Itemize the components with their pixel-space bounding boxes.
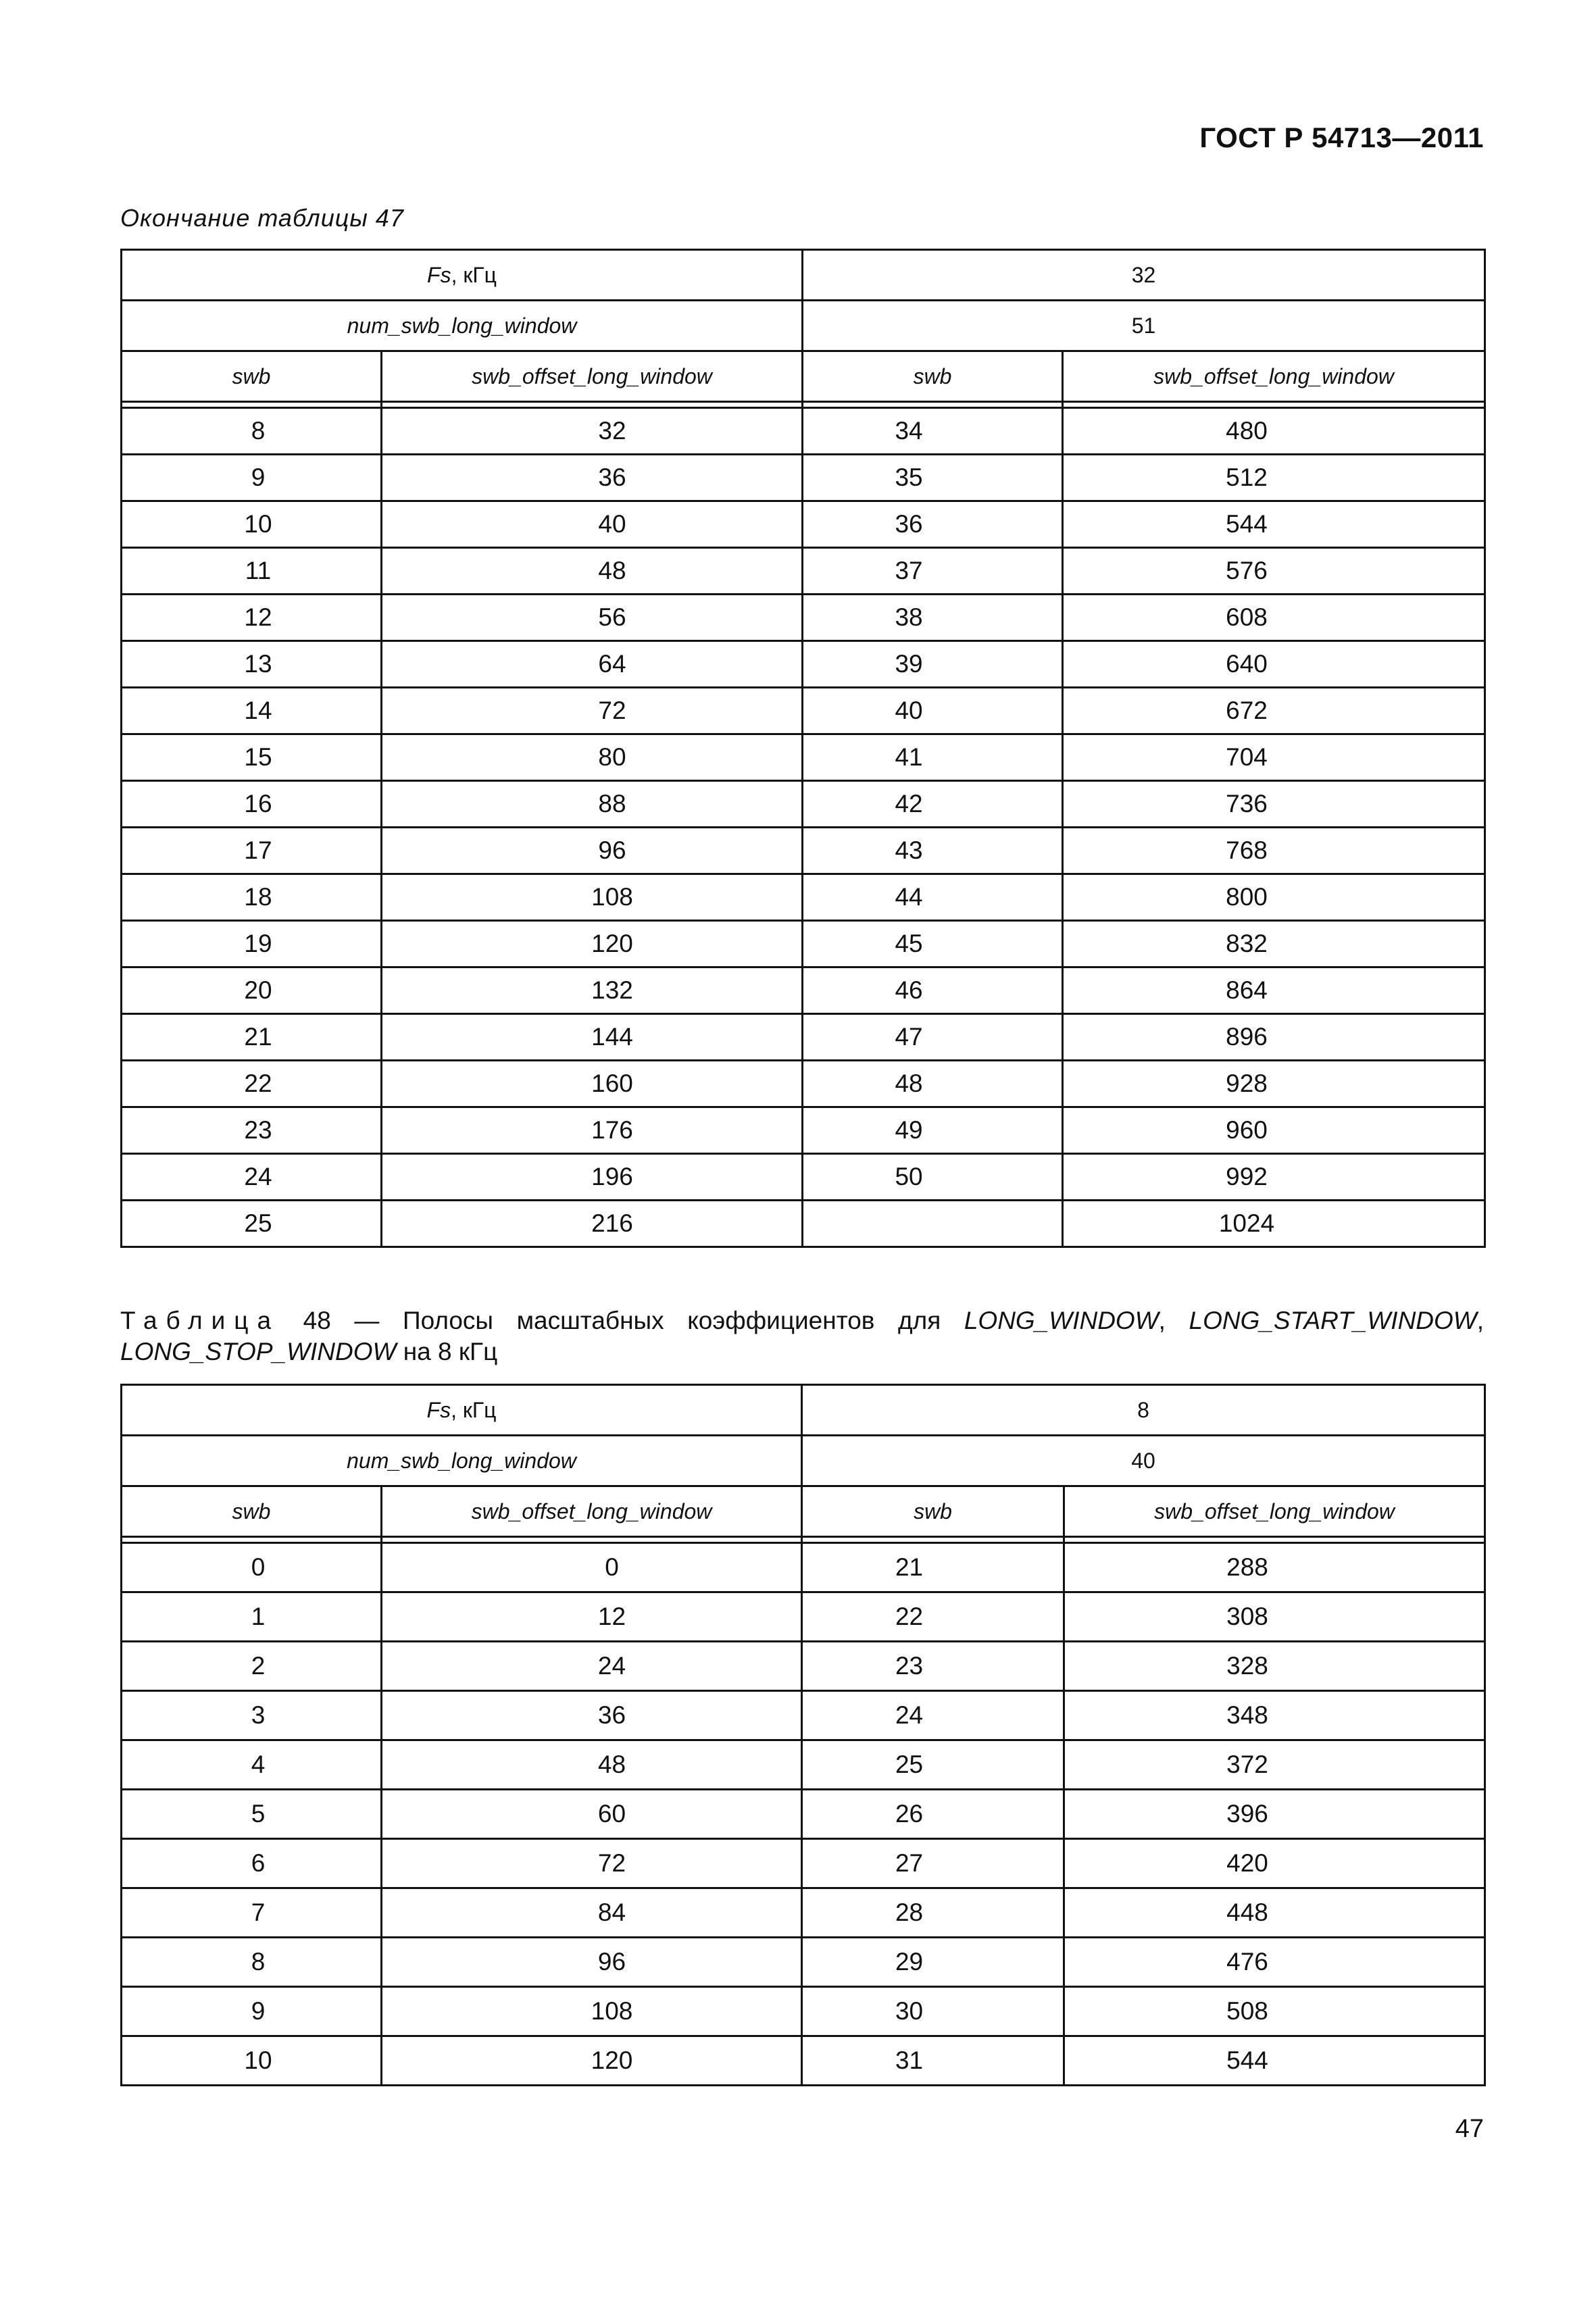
swb-left-cell: 11 [122,548,382,595]
swb-left-cell: 20 [122,967,382,1014]
swb-left-cell: 21 [122,1014,382,1061]
offset-right-cell: 448 [1064,1888,1485,1938]
fs-label: Fs [426,1397,451,1422]
swb-left-cell: 18 [122,874,382,921]
offset-left-cell: 36 [382,455,803,501]
swb-left-cell: 23 [122,1107,382,1154]
swb-right-cell: 30 [802,1987,1064,2036]
fs-label: Fs [427,262,451,287]
table-48-caption-long-stop: LONG_STOP_WINDOW [120,1338,397,1365]
table-48-caption-long-window: LONG_WINDOW [964,1307,1159,1334]
table-row [122,1938,1485,1987]
table-row [122,1543,1485,1592]
offset-right-cell: 288 [1064,1543,1485,1592]
column-header-offset-left: swb_offset_long_window [382,1486,802,1537]
table-row [122,1201,1485,1247]
swb-left-cell: 1 [122,1592,382,1642]
swb-right-cell: 35 [803,455,1063,501]
column-header-offset-left: swb_offset_long_window [382,351,803,402]
column-header-swb-left: swb [122,351,382,402]
offset-left-cell: 176 [382,1107,803,1154]
offset-left-cell: 96 [382,1938,802,1987]
table-row [122,781,1485,828]
table-row [122,1839,1485,1888]
offset-right-cell: 576 [1063,548,1485,595]
table-48-body [122,1543,1485,2086]
table-row [122,548,1485,595]
column-header-offset-right: swb_offset_long_window [1064,1486,1485,1537]
swb-right-cell: 48 [803,1061,1063,1107]
offset-left-cell: 0 [382,1543,802,1592]
offset-right-cell: 1024 [1063,1201,1485,1247]
swb-right-cell: 37 [803,548,1063,595]
column-header-swb-right: swb [803,351,1063,402]
swb-left-cell: 25 [122,1201,382,1247]
table-row [122,455,1485,501]
swb-right-cell: 36 [803,501,1063,548]
offset-right-cell: 992 [1063,1154,1485,1201]
fs-unit: , кГц [451,262,497,287]
column-header-swb-right: swb [802,1486,1064,1537]
offset-left-cell: 24 [382,1642,802,1691]
offset-left-cell: 40 [382,501,803,548]
offset-right-cell: 308 [1064,1592,1485,1642]
swb-right-cell: 29 [802,1938,1064,1987]
offset-left-cell: 132 [382,967,803,1014]
column-header-swb-left: swb [122,1486,382,1537]
table-row [122,1987,1485,2036]
offset-left-cell: 48 [382,548,803,595]
num-swb-label-cell: num_swb_long_window [122,1436,802,1486]
offset-right-cell: 896 [1063,1014,1485,1061]
offset-left-cell: 120 [382,2036,802,2086]
table-row [122,641,1485,688]
table-row [122,874,1485,921]
offset-right-cell: 928 [1063,1061,1485,1107]
document-standard-id: ГОСТ Р 54713—2011 [1199,122,1484,153]
swb-right-cell: 38 [803,595,1063,641]
table-47 [120,249,1486,1248]
offset-right-cell: 372 [1064,1740,1485,1790]
offset-right-cell: 736 [1063,781,1485,828]
offset-right-cell: 608 [1063,595,1485,641]
offset-left-cell: 48 [382,1740,802,1790]
fs-label-cell [122,1385,802,1436]
offset-right-cell: 544 [1064,2036,1485,2086]
table-row [122,2036,1485,2086]
swb-left-cell: 0 [122,1543,382,1592]
swb-right-cell: 39 [803,641,1063,688]
swb-left-cell: 8 [122,408,382,455]
table-row [122,1691,1485,1740]
swb-left-cell: 3 [122,1691,382,1740]
offset-left-cell: 12 [382,1592,802,1642]
swb-left-cell: 6 [122,1839,382,1888]
offset-right-cell: 396 [1064,1790,1485,1839]
table-row [122,828,1485,874]
swb-right-cell: 22 [802,1592,1064,1642]
offset-left-cell: 72 [382,1839,802,1888]
offset-right-cell: 832 [1063,921,1485,967]
table-row [122,1592,1485,1642]
offset-left-cell: 36 [382,1691,802,1740]
table-row [122,1888,1485,1938]
offset-left-cell: 64 [382,641,803,688]
offset-left-cell: 88 [382,781,803,828]
swb-right-cell: 24 [802,1691,1064,1740]
swb-right-cell: 44 [803,874,1063,921]
table-row [122,734,1485,781]
offset-left-cell: 108 [382,874,803,921]
table-48-caption [120,1305,1484,1367]
offset-right-cell: 512 [1063,455,1485,501]
offset-right-cell: 544 [1063,501,1485,548]
header-double-rule [122,402,1485,408]
swb-left-cell: 14 [122,688,382,734]
swb-right-cell: 41 [803,734,1063,781]
swb-left-cell: 24 [122,1154,382,1201]
offset-left-cell: 80 [382,734,803,781]
swb-left-cell: 17 [122,828,382,874]
offset-right-cell: 508 [1064,1987,1485,2036]
offset-right-cell: 800 [1063,874,1485,921]
table-48-caption-long-start: LONG_START_WINDOW [1189,1307,1477,1334]
swb-right-cell: 26 [802,1790,1064,1839]
offset-left-cell: 72 [382,688,803,734]
fs-label-cell [122,250,803,301]
swb-left-cell: 8 [122,1938,382,1987]
num-swb-value-cell: 51 [803,301,1485,351]
table-row [122,501,1485,548]
swb-right-cell: 28 [802,1888,1064,1938]
table-48-caption-suffix: на 8 кГц [396,1338,498,1365]
swb-left-cell: 2 [122,1642,382,1691]
offset-left-cell: 160 [382,1061,803,1107]
fs-value-cell: 8 [802,1385,1485,1436]
swb-right-cell: 45 [803,921,1063,967]
table-48-caption-sep2: , [1476,1307,1485,1334]
table-row [122,1740,1485,1790]
offset-right-cell: 640 [1063,641,1485,688]
num-swb-label-cell: num_swb_long_window [122,301,803,351]
offset-right-cell: 480 [1063,408,1485,455]
fs-value-cell: 32 [803,250,1485,301]
swb-left-cell: 12 [122,595,382,641]
offset-left-cell: 56 [382,595,803,641]
offset-left-cell: 84 [382,1888,802,1938]
header-double-rule [122,1537,1485,1543]
swb-left-cell: 10 [122,2036,382,2086]
table-48 [120,1384,1486,2086]
swb-left-cell: 15 [122,734,382,781]
offset-left-cell: 96 [382,828,803,874]
table-48-caption-number: 48 — Полосы масштабных коэффициентов для [280,1307,964,1334]
offset-left-cell: 120 [382,921,803,967]
swb-right-cell: 27 [802,1839,1064,1888]
offset-right-cell: 348 [1064,1691,1485,1740]
offset-right-cell: 476 [1064,1938,1485,1987]
table-row [122,1107,1485,1154]
swb-right-cell: 23 [802,1642,1064,1691]
offset-right-cell: 704 [1063,734,1485,781]
offset-left-cell: 196 [382,1154,803,1201]
table-47-body [122,408,1485,1247]
swb-left-cell: 22 [122,1061,382,1107]
swb-left-cell: 19 [122,921,382,967]
offset-right-cell: 328 [1064,1642,1485,1691]
swb-left-cell: 13 [122,641,382,688]
table-row [122,1790,1485,1839]
swb-right-cell: 40 [803,688,1063,734]
table-47-continuation-caption: Окончание таблицы 47 [120,204,404,232]
table-row [122,921,1485,967]
swb-right-cell: 34 [803,408,1063,455]
table-row [122,595,1485,641]
table-48-caption-sep1: , [1158,1307,1189,1334]
swb-right-cell: 50 [803,1154,1063,1201]
swb-right-cell: 43 [803,828,1063,874]
table-row [122,408,1485,455]
offset-left-cell: 32 [382,408,803,455]
offset-left-cell: 144 [382,1014,803,1061]
swb-left-cell: 9 [122,455,382,501]
offset-right-cell: 864 [1063,967,1485,1014]
swb-right-cell: 21 [802,1543,1064,1592]
offset-right-cell: 768 [1063,828,1485,874]
offset-left-cell: 216 [382,1201,803,1247]
table-48-caption-prefix: Таблица [120,1307,280,1334]
offset-right-cell: 960 [1063,1107,1485,1154]
swb-right-cell [803,1201,1063,1247]
swb-right-cell: 49 [803,1107,1063,1154]
swb-right-cell: 25 [802,1740,1064,1790]
swb-left-cell: 10 [122,501,382,548]
table-row [122,1154,1485,1201]
column-header-offset-right: swb_offset_long_window [1063,351,1485,402]
offset-right-cell: 672 [1063,688,1485,734]
swb-left-cell: 5 [122,1790,382,1839]
offset-left-cell: 108 [382,1987,802,2036]
swb-right-cell: 46 [803,967,1063,1014]
table-row [122,967,1485,1014]
table-row [122,1014,1485,1061]
table-row [122,688,1485,734]
fs-unit: , кГц [451,1397,497,1422]
swb-left-cell: 9 [122,1987,382,2036]
page-number: 47 [1455,2115,1484,2143]
swb-right-cell: 47 [803,1014,1063,1061]
table-row [122,1642,1485,1691]
offset-left-cell: 60 [382,1790,802,1839]
swb-left-cell: 16 [122,781,382,828]
swb-right-cell: 42 [803,781,1063,828]
swb-left-cell: 7 [122,1888,382,1938]
swb-right-cell: 31 [802,2036,1064,2086]
swb-left-cell: 4 [122,1740,382,1790]
num-swb-value-cell: 40 [802,1436,1485,1486]
table-row [122,1061,1485,1107]
offset-right-cell: 420 [1064,1839,1485,1888]
